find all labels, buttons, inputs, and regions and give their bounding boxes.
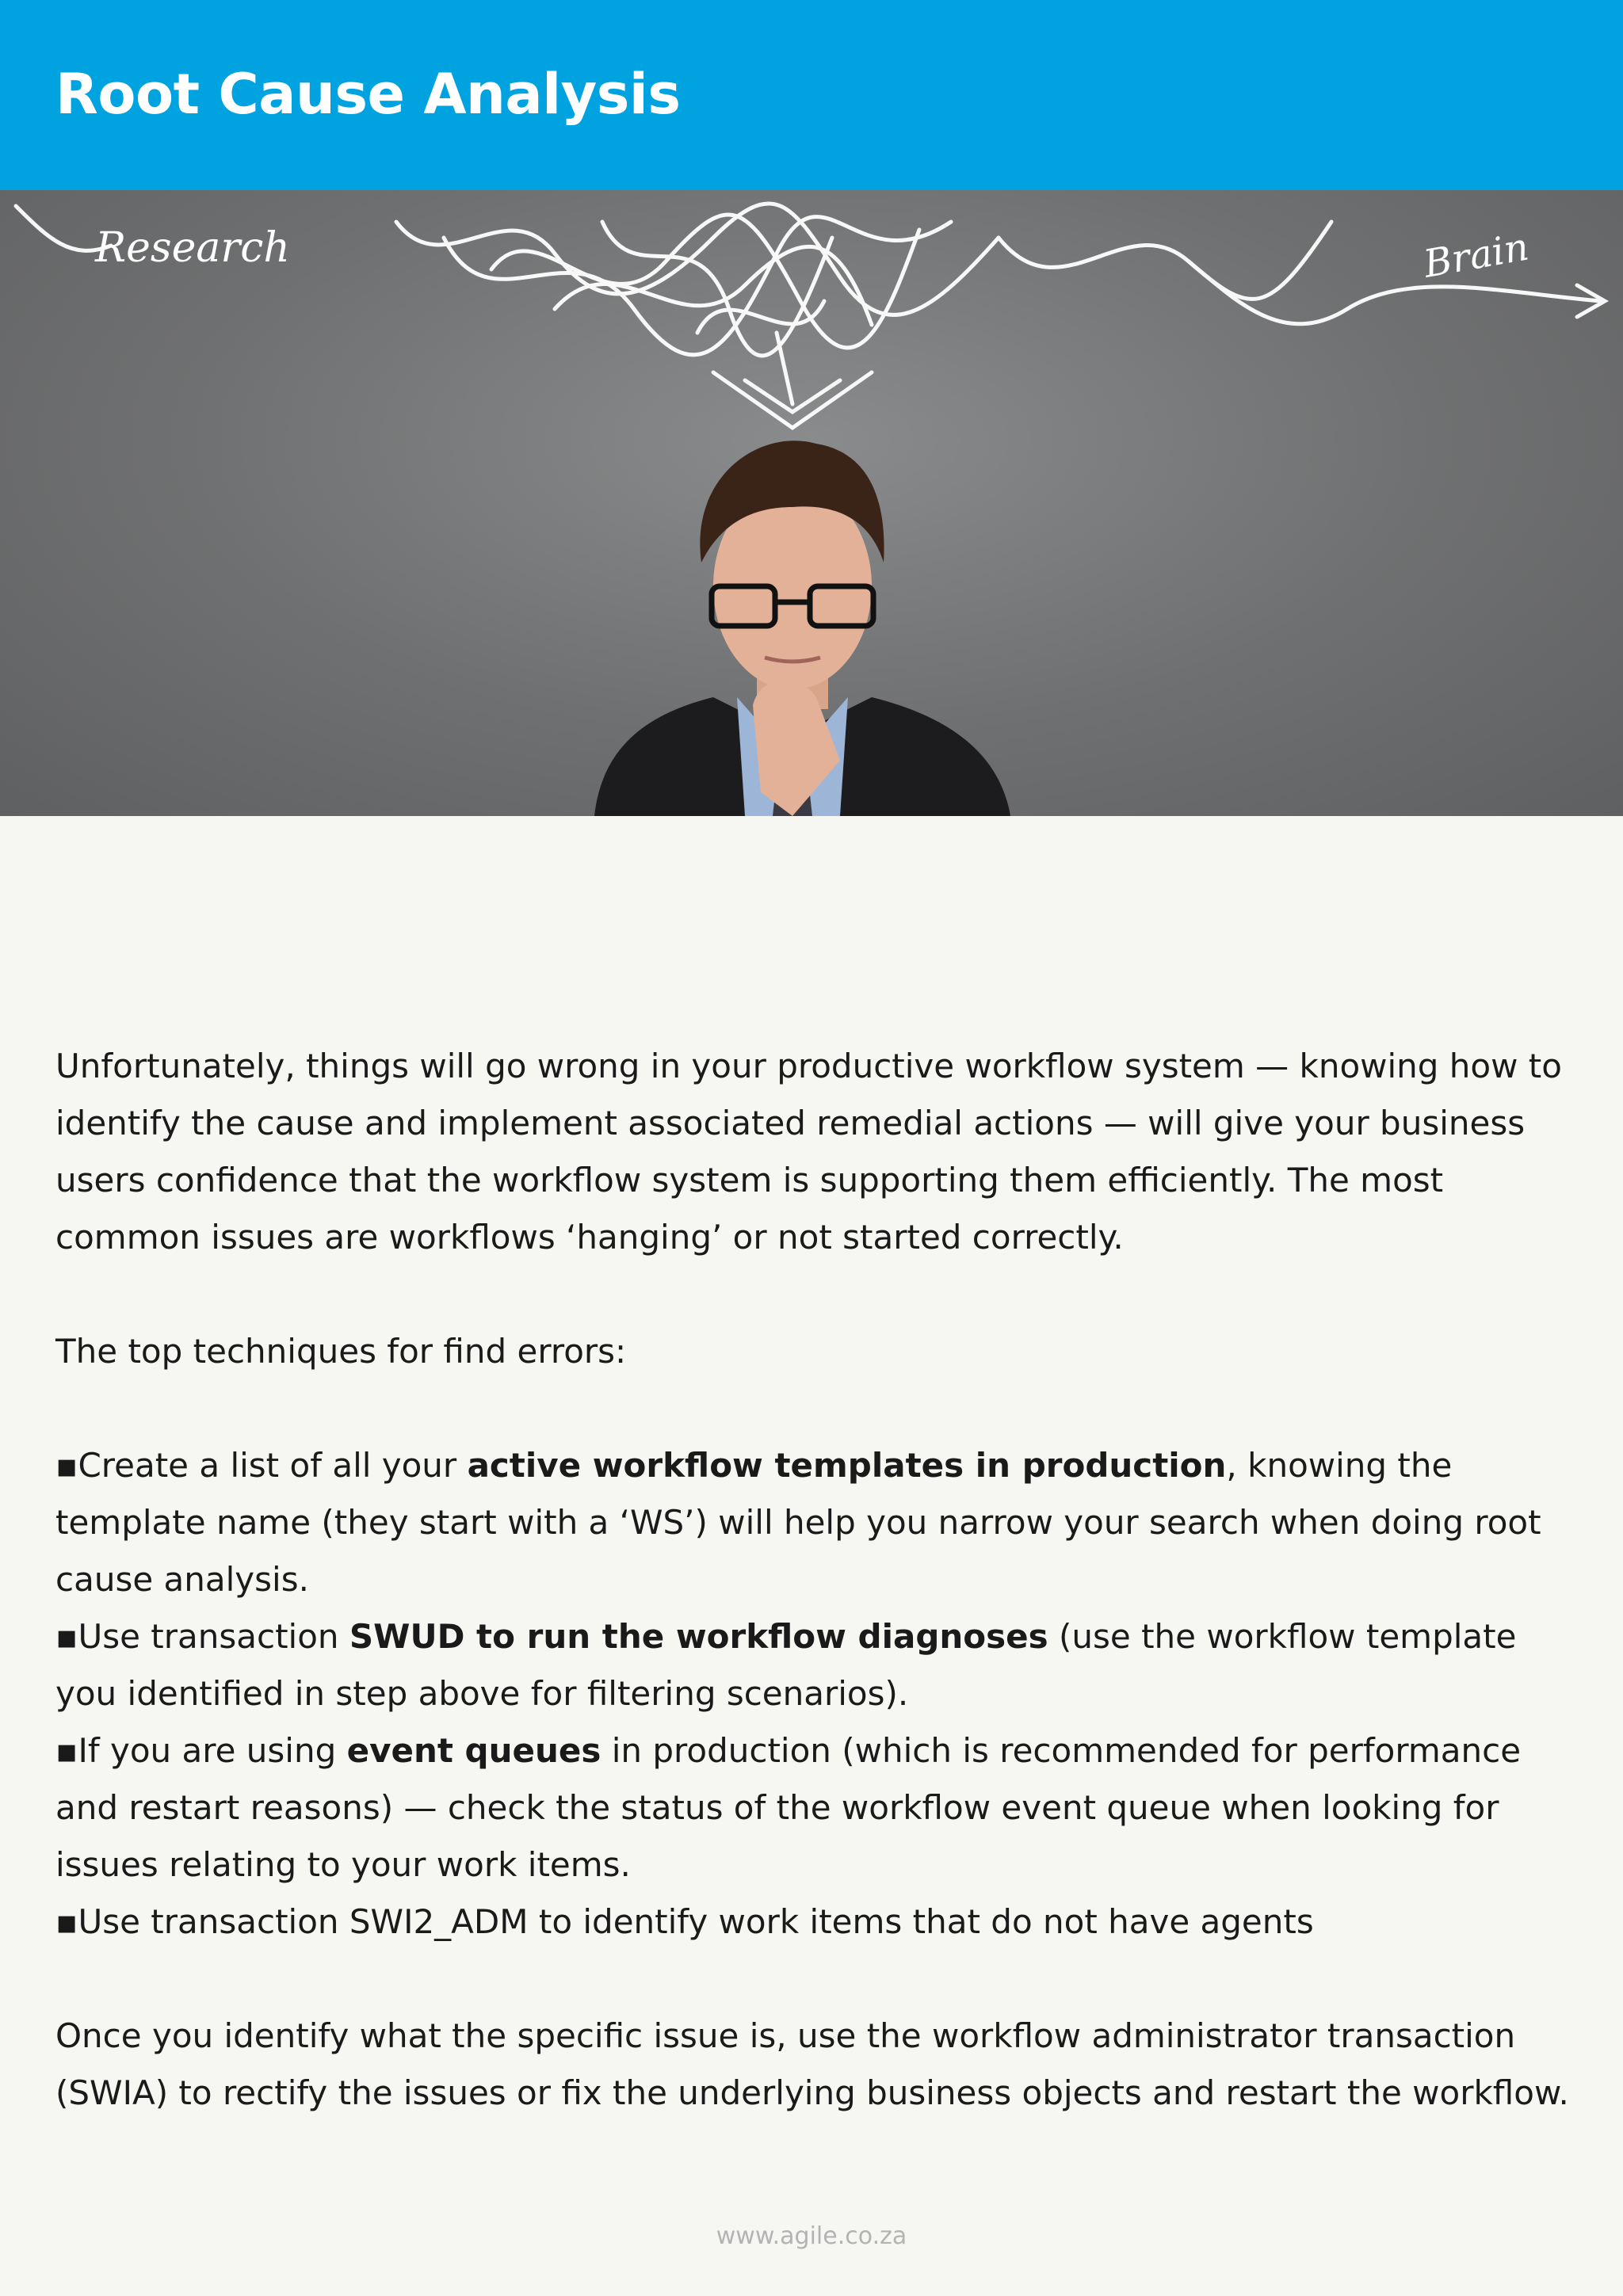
page-title: Root Cause Analysis [55, 62, 681, 127]
bullet-item [55, 1437, 1569, 1608]
bullet-text: Create a list of all your [78, 1446, 468, 1485]
closing-paragraph: Once you identify what the specific issue is, use the workflow administrator transaction (SWIA) to rectify the issues or fix the underlying business objects and restart the workflow. [55, 2016, 1569, 2112]
bullet-text: (use the workflow template you identified in step above for filtering scenarios). [55, 1617, 1517, 1713]
thinking-man-illustration [594, 441, 1010, 816]
bullet-text: Use transaction [78, 1617, 349, 1656]
bullet-item [55, 1608, 1569, 1722]
hero-word-research: Research [95, 224, 290, 272]
chalkboard-illustration [0, 190, 1623, 816]
footer-url[interactable]: www.agile.co.za [716, 2222, 907, 2250]
hero-image [0, 190, 1623, 816]
bullet-text: If you are using [78, 1731, 347, 1770]
intro-paragraph: Unfortunately, things will go wrong in your productive workflow system — knowing how to identify the cause and implement associated remedial actions — will give your business users confidence that the workflow system is supporting them efficiently. The most common issues are workflows ‘hanging’ or not started correctly. [55, 1047, 1562, 1257]
bullet-text: , knowing the template name (they start with a ‘WS’) will help you narrow your search when doing root cause analysis. [55, 1446, 1541, 1599]
bullet-emphasis: active workflow templates in production [467, 1446, 1227, 1485]
hero-word-brain: Brain [1420, 224, 1533, 287]
header-bar [0, 0, 1623, 190]
bullet-text: in production (which is recommended for performance and restart reasons) — check the status of the workflow event queue when looking for issues relating to your work items. [55, 1731, 1522, 1884]
bullet-emphasis: event queues [346, 1731, 601, 1770]
bullet-item [55, 1722, 1569, 1894]
bullet-emphasis: SWUD to run the workflow diagnoses [349, 1617, 1048, 1656]
techniques-heading: The top techniques for find errors: [55, 1332, 627, 1371]
bullet-text: Use transaction SWI2_ADM to identify work items that do not have agents [78, 1902, 1314, 1941]
article-body [55, 1038, 1569, 2122]
bullet-item [55, 1894, 1569, 1951]
